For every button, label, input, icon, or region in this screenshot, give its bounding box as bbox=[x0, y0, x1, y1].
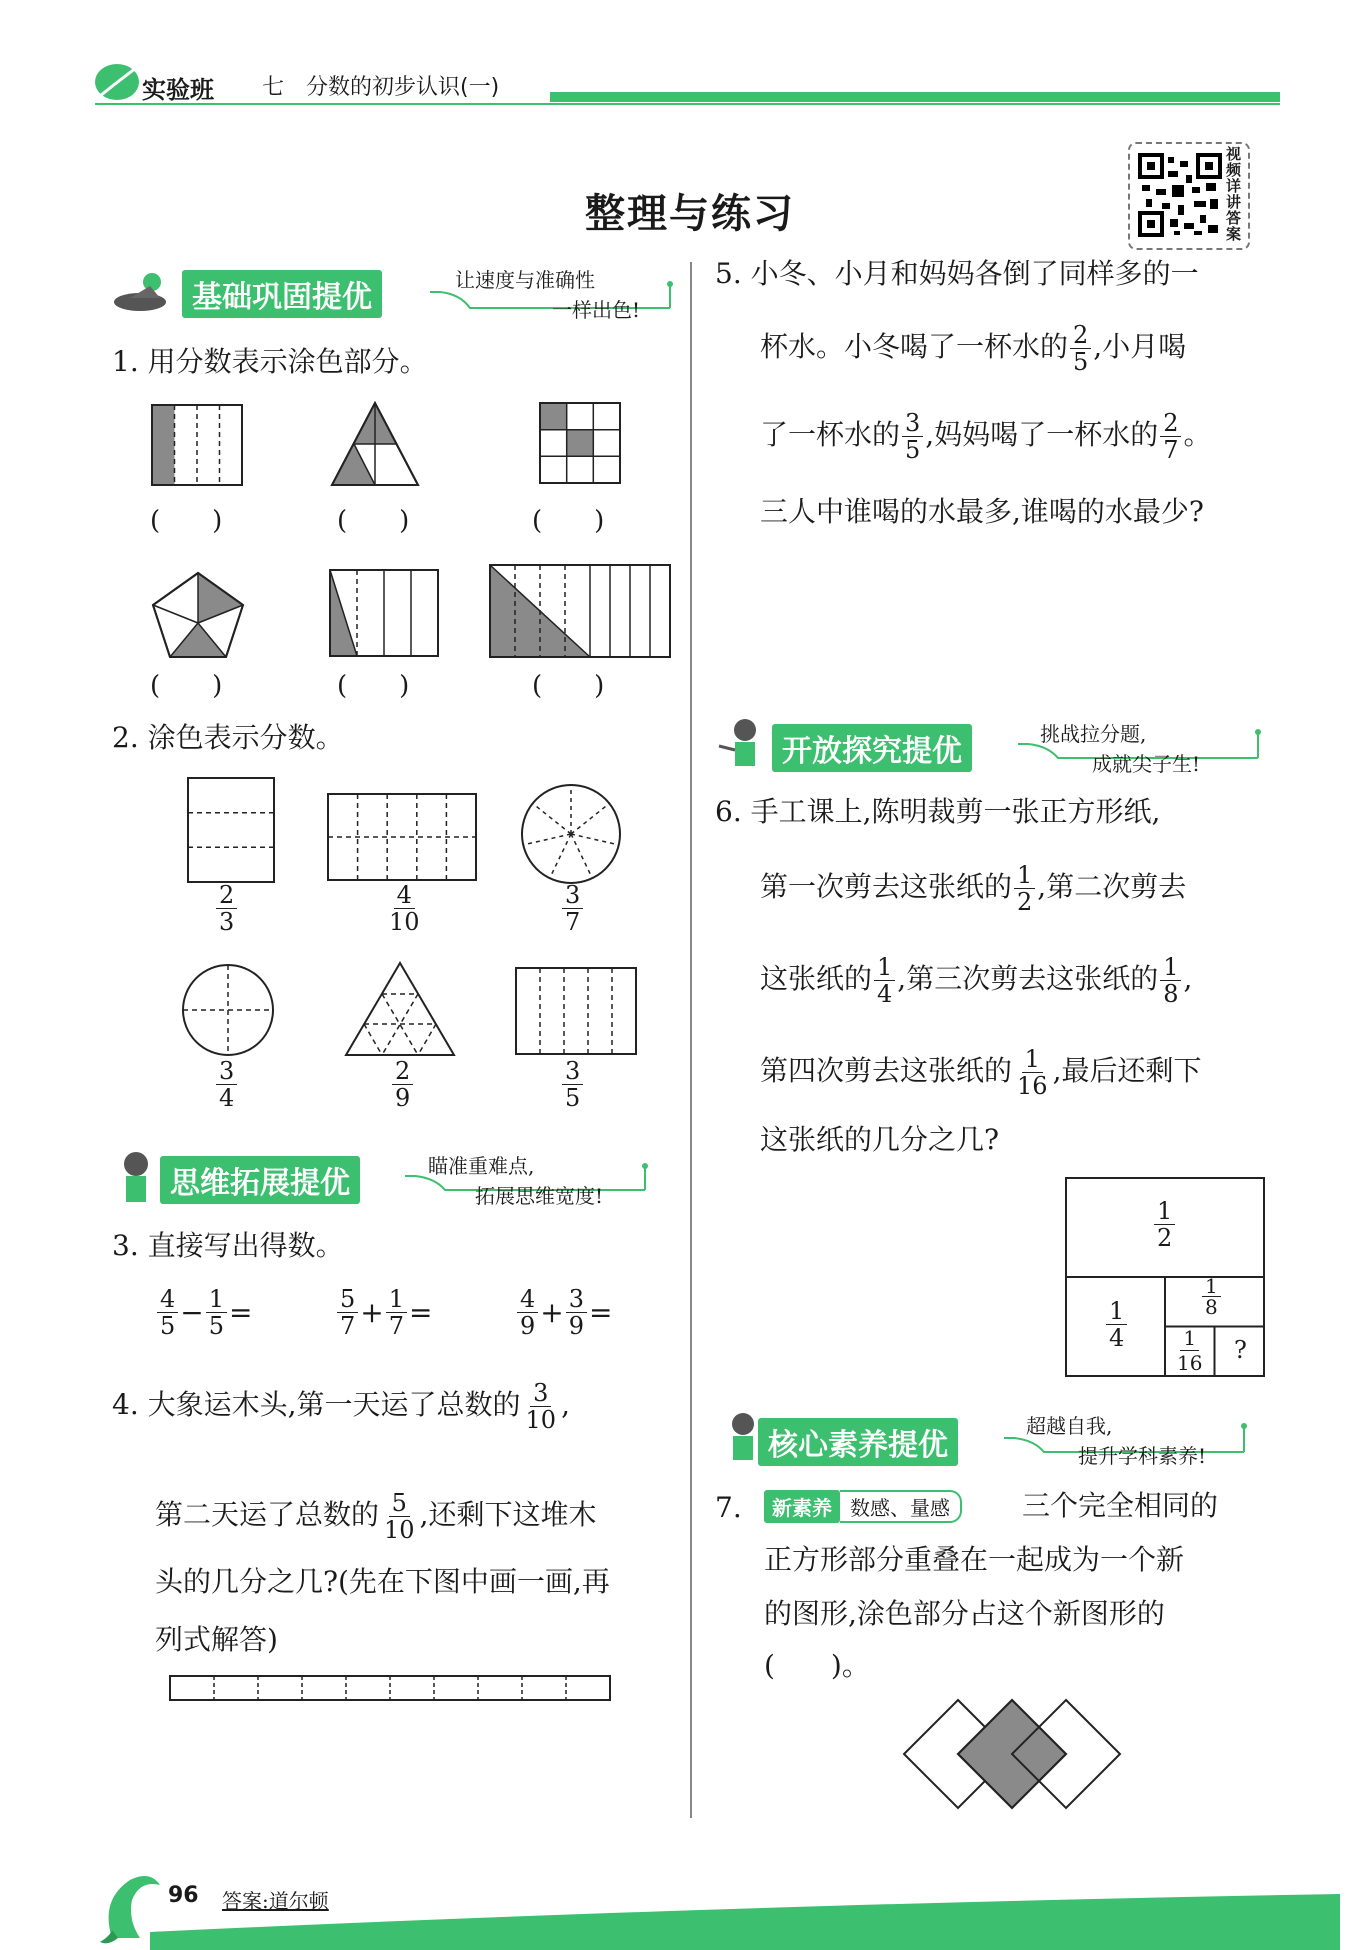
q2-frac-4: $\frac{3}{4}$ bbox=[214, 1058, 239, 1111]
q6-label-sixteenth: $\frac{1}{16}$ bbox=[1177, 1326, 1203, 1375]
header-chapter: 七 分数的初步认识(一) bbox=[262, 75, 500, 100]
qr-label: 视频详讲答案 bbox=[1226, 145, 1242, 243]
section-explore-motto1: 挑战拉分题, bbox=[1040, 722, 1147, 746]
q1-blank-2[interactable]: ( ) bbox=[337, 506, 410, 536]
q1-blank-1[interactable]: ( ) bbox=[150, 506, 223, 536]
q1-blank-6[interactable]: ( ) bbox=[532, 671, 605, 701]
section-core-title: 核心素养提优 bbox=[758, 1418, 958, 1466]
q3-text: 3. 直接写出得数。 bbox=[112, 1229, 344, 1262]
q6-line4: 第四次剪去这张纸的 $\frac{1}{16}$ ,最后还剩下 bbox=[760, 1045, 1202, 1100]
q7-line1: 三个完全相同的 bbox=[1022, 1489, 1219, 1522]
section-basic-motto1: 让速度与准确性 bbox=[455, 268, 595, 292]
mascot-thinker-icon bbox=[110, 1148, 162, 1208]
q1-fig-long-rect bbox=[490, 565, 670, 657]
q5-line3: 了一杯水的 $\frac{3}{5}$ ,妈妈喝了一杯水的 $\frac{2}{7}$ 。 bbox=[760, 409, 1212, 464]
mascot-explorer-icon bbox=[715, 716, 775, 776]
q4-line3: 头的几分之几?(先在下图中画一画,再 bbox=[155, 1565, 610, 1598]
q2-frac-2: $\frac{4}{10}$ bbox=[389, 881, 420, 936]
q7-line2: 正方形部分重叠在一起成为一个新 bbox=[764, 1543, 1185, 1576]
q3-expr-1: $\frac{4}{5}$ − $\frac{1}{5}$ = bbox=[155, 1286, 253, 1339]
q2-fig-rect10 bbox=[328, 794, 476, 880]
q6-line2: 第一次剪去这张纸的 $\frac{1}{2}$ ,第二次剪去 bbox=[760, 861, 1187, 916]
q3-expr-3: $\frac{4}{9}$ + $\frac{3}{9}$ = bbox=[515, 1286, 613, 1339]
footer-answer: 答案:道尔顿 bbox=[222, 1889, 329, 1913]
q2-fig-triangle9 bbox=[346, 963, 454, 1055]
q1-fig-grid bbox=[540, 403, 620, 483]
section-core-motto1: 超越自我, bbox=[1026, 1414, 1113, 1438]
q1-fig-rect-diagonal bbox=[330, 570, 438, 656]
q6-label-unknown: ? bbox=[1234, 1336, 1247, 1364]
q6-line3: 这张纸的 $\frac{1}{4}$ ,第三次剪去这张纸的 $\frac{1}{8}$ , bbox=[760, 953, 1193, 1008]
section-extend-motto2: 拓展思维宽度! bbox=[475, 1184, 604, 1208]
q1-blank-3[interactable]: ( ) bbox=[532, 506, 605, 536]
section-extend-title: 思维拓展提优 bbox=[160, 1156, 360, 1204]
q2-frac-1: $\frac{2}{3}$ bbox=[214, 882, 239, 935]
section-basic-title: 基础巩固提优 bbox=[182, 270, 382, 318]
q1-fig-pentagon bbox=[153, 573, 243, 657]
q7-number: 7. bbox=[715, 1491, 742, 1524]
section-explore-motto2: 成就尖子生! bbox=[1092, 752, 1201, 776]
q7-tag bbox=[764, 1490, 962, 1523]
q7-line3: 的图形,涂色部分占这个新图形的 bbox=[764, 1597, 1165, 1630]
q4-line4: 列式解答) bbox=[155, 1623, 278, 1656]
section-extend-motto1: 瞄准重难点, bbox=[428, 1154, 535, 1178]
leaf-logo-icon bbox=[95, 64, 139, 100]
q5-line1: 5. 小冬、小月和妈妈各倒了同样多的一 bbox=[715, 257, 1199, 290]
q7-tags: 数感、量感 bbox=[840, 1490, 962, 1523]
q2-frac-3: $\frac{3}{7}$ bbox=[560, 882, 585, 935]
q5-line4: 三人中谁喝的水最多,谁喝的水最少? bbox=[760, 495, 1204, 528]
q4-line1: 4. 大象运木头,第一天运了总数的 $\frac{3}{10}$ , bbox=[112, 1379, 570, 1434]
section-core-motto2: 提升学科素养! bbox=[1078, 1444, 1207, 1468]
q2-fig-rect3 bbox=[188, 778, 274, 882]
q6-line1: 6. 手工课上,陈明裁剪一张正方形纸, bbox=[715, 795, 1161, 828]
mascot-icon bbox=[110, 268, 180, 316]
q1-blank-5[interactable]: ( ) bbox=[337, 671, 410, 701]
q2-fig-circle4 bbox=[183, 965, 273, 1055]
q2-frac-6: $\frac{3}{5}$ bbox=[560, 1058, 585, 1111]
footer-bar bbox=[0, 1850, 1350, 1950]
section-explore-title: 开放探究提优 bbox=[772, 724, 972, 772]
q1-blank-4[interactable]: ( ) bbox=[150, 671, 223, 701]
q3-expr-2: $\frac{5}{7}$ + $\frac{1}{7}$ = bbox=[335, 1286, 433, 1339]
q6-label-eighth: $\frac{1}{8}$ bbox=[1200, 1276, 1223, 1317]
page-number: 96 bbox=[168, 1883, 199, 1908]
q7-blank[interactable]: ( )。 bbox=[764, 1649, 870, 1682]
q2-text: 2. 涂色表示分数。 bbox=[112, 721, 344, 754]
q7-badge: 新素养 bbox=[764, 1490, 840, 1523]
q2-fig-circle7 bbox=[522, 785, 620, 883]
q5-line2: 杯水。小冬喝了一杯水的 $\frac{2}{5}$ ,小月喝 bbox=[760, 321, 1187, 376]
q1-fig-triangle bbox=[332, 403, 418, 485]
q4-line2: 第二天运了总数的 $\frac{5}{10}$ ,还剩下这堆木 bbox=[155, 1489, 597, 1544]
q6-label-half: $\frac{1}{2}$ bbox=[1152, 1198, 1177, 1251]
q2-fig-rect5 bbox=[516, 968, 636, 1054]
header-brand: 实验班 bbox=[142, 76, 214, 104]
q7-overlap-squares bbox=[900, 1696, 1130, 1820]
q4-drawing-bar[interactable] bbox=[168, 1672, 614, 1704]
page-title: 整理与练习 bbox=[585, 191, 795, 237]
q6-label-quarter: $\frac{1}{4}$ bbox=[1104, 1298, 1129, 1351]
section-basic-motto2: 一样出色! bbox=[552, 298, 641, 322]
q6-line5: 这张纸的几分之几? bbox=[760, 1123, 1000, 1156]
column-divider bbox=[690, 262, 692, 1818]
q2-frac-5: $\frac{2}{9}$ bbox=[390, 1058, 415, 1111]
q1-fig-rect4 bbox=[152, 405, 242, 485]
q1-text: 1. 用分数表示涂色部分。 bbox=[112, 345, 428, 378]
